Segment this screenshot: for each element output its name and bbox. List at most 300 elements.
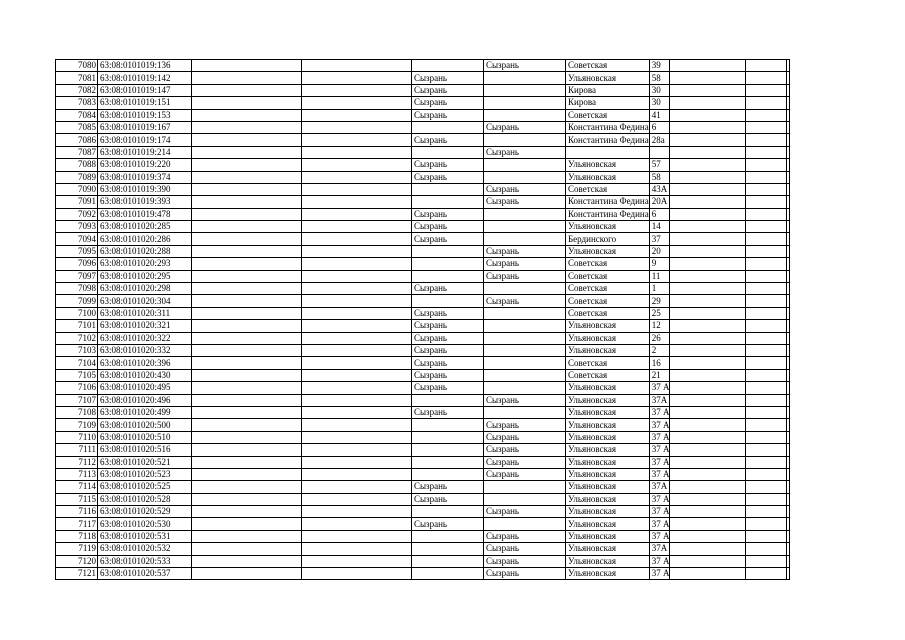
house-number-cell: 37А <box>649 481 670 493</box>
street-cell: Ульяновская <box>566 468 650 480</box>
empty-col-9-cell <box>670 221 746 233</box>
empty-col-10-cell <box>746 134 787 146</box>
street-cell: Советская <box>566 183 650 195</box>
city-col-b-cell: Сызрань <box>484 555 566 567</box>
row-number-cell: 7092 <box>56 208 98 220</box>
row-number-cell: 7120 <box>56 555 98 567</box>
empty-col-3-cell <box>192 84 302 96</box>
empty-col-10-cell <box>746 320 787 332</box>
table-row <box>56 134 790 146</box>
city-col-a-cell: Сызрань <box>412 97 484 109</box>
city-col-b-cell <box>484 159 566 171</box>
house-number-cell: 58 <box>649 171 670 183</box>
empty-col-3-cell <box>192 159 302 171</box>
empty-col-9-cell <box>670 171 746 183</box>
city-col-a-cell: Сызрань <box>412 344 484 356</box>
cadastral-number-cell: 63:08:0101020:311 <box>98 307 192 319</box>
empty-col-9-cell <box>670 159 746 171</box>
empty-col-4-cell <box>302 369 412 381</box>
street-cell <box>566 146 650 158</box>
cadastral-number-cell: 63:08:0101019:220 <box>98 159 192 171</box>
house-number-cell: 37 А <box>649 406 670 418</box>
empty-col-9-cell <box>670 183 746 195</box>
house-number-cell: 41 <box>649 109 670 121</box>
table-row <box>56 121 790 133</box>
city-col-a-cell <box>412 394 484 406</box>
cadastral-number-cell: 63:08:0101019:374 <box>98 171 192 183</box>
empty-col-11-cell <box>787 518 790 530</box>
empty-col-4-cell <box>302 270 412 282</box>
table-row <box>56 406 790 418</box>
row-number-cell: 7121 <box>56 568 98 580</box>
cadastral-number-cell: 63:08:0101020:533 <box>98 555 192 567</box>
house-number-cell: 1 <box>649 283 670 295</box>
empty-col-9-cell <box>670 382 746 394</box>
empty-col-9-cell <box>670 307 746 319</box>
table-row <box>56 394 790 406</box>
house-number-cell: 43А <box>649 183 670 195</box>
empty-col-3-cell <box>192 134 302 146</box>
empty-col-11-cell <box>787 196 790 208</box>
empty-col-3-cell <box>192 543 302 555</box>
city-col-a-cell: Сызрань <box>412 233 484 245</box>
table-row <box>56 444 790 456</box>
empty-col-3-cell <box>192 468 302 480</box>
table-row <box>56 295 790 307</box>
empty-col-11-cell <box>787 221 790 233</box>
empty-col-10-cell <box>746 369 787 381</box>
street-cell: Советская <box>566 307 650 319</box>
empty-col-11-cell <box>787 283 790 295</box>
empty-col-9-cell <box>670 109 746 121</box>
empty-col-10-cell <box>746 431 787 443</box>
empty-col-9-cell <box>670 506 746 518</box>
row-number-cell: 7108 <box>56 406 98 418</box>
table-row <box>56 568 790 580</box>
empty-col-11-cell <box>787 357 790 369</box>
empty-col-10-cell <box>746 543 787 555</box>
street-cell: Ульяновская <box>566 493 650 505</box>
empty-col-3-cell <box>192 406 302 418</box>
house-number-cell: 37 А <box>649 444 670 456</box>
city-col-b-cell <box>484 344 566 356</box>
city-col-b-cell <box>484 72 566 84</box>
cadastral-number-cell: 63:08:0101020:516 <box>98 444 192 456</box>
row-number-cell: 7113 <box>56 468 98 480</box>
street-cell: Ульяновская <box>566 543 650 555</box>
empty-col-9-cell <box>670 456 746 468</box>
house-number-cell: 2 <box>649 344 670 356</box>
empty-col-3-cell <box>192 518 302 530</box>
row-number-cell: 7094 <box>56 233 98 245</box>
empty-col-11-cell <box>787 444 790 456</box>
row-number-cell: 7114 <box>56 481 98 493</box>
empty-col-11-cell <box>787 121 790 133</box>
cadastral-number-cell: 63:08:0101019:167 <box>98 121 192 133</box>
empty-col-3-cell <box>192 456 302 468</box>
empty-col-9-cell <box>670 295 746 307</box>
row-number-cell: 7085 <box>56 121 98 133</box>
empty-col-9-cell <box>670 518 746 530</box>
city-col-a-cell: Сызрань <box>412 382 484 394</box>
cadastral-number-cell: 63:08:0101020:500 <box>98 419 192 431</box>
empty-col-11-cell <box>787 543 790 555</box>
cadastral-number-cell: 63:08:0101020:510 <box>98 431 192 443</box>
empty-col-11-cell <box>787 320 790 332</box>
city-col-a-cell: Сызрань <box>412 307 484 319</box>
table-row <box>56 382 790 394</box>
table-row <box>56 419 790 431</box>
empty-col-4-cell <box>302 84 412 96</box>
row-number-cell: 7100 <box>56 307 98 319</box>
table-row <box>56 208 790 220</box>
city-col-a-cell: Сызрань <box>412 320 484 332</box>
city-col-b-cell <box>484 320 566 332</box>
empty-col-3-cell <box>192 233 302 245</box>
empty-col-11-cell <box>787 568 790 580</box>
table-row <box>56 171 790 183</box>
house-number-cell: 6 <box>649 121 670 133</box>
street-cell: Ульяновская <box>566 72 650 84</box>
empty-col-11-cell <box>787 295 790 307</box>
empty-col-10-cell <box>746 419 787 431</box>
table-row <box>56 468 790 480</box>
empty-col-3-cell <box>192 493 302 505</box>
city-col-b-cell <box>484 84 566 96</box>
city-col-a-cell <box>412 121 484 133</box>
row-number-cell: 7097 <box>56 270 98 282</box>
empty-col-9-cell <box>670 233 746 245</box>
table-row <box>56 60 790 72</box>
empty-col-4-cell <box>302 493 412 505</box>
house-number-cell: 37 А <box>649 518 670 530</box>
row-number-cell: 7080 <box>56 60 98 72</box>
table-row <box>56 258 790 270</box>
empty-col-9-cell <box>670 394 746 406</box>
city-col-b-cell <box>484 221 566 233</box>
house-number-cell: 20А <box>649 196 670 208</box>
empty-col-10-cell <box>746 258 787 270</box>
table-row <box>56 307 790 319</box>
city-col-a-cell <box>412 456 484 468</box>
empty-col-9-cell <box>670 196 746 208</box>
row-number-cell: 7119 <box>56 543 98 555</box>
house-number-cell <box>649 146 670 158</box>
city-col-b-cell: Сызрань <box>484 506 566 518</box>
empty-col-11-cell <box>787 270 790 282</box>
empty-col-10-cell <box>746 72 787 84</box>
empty-col-9-cell <box>670 72 746 84</box>
city-col-a-cell: Сызрань <box>412 369 484 381</box>
table-row <box>56 97 790 109</box>
empty-col-11-cell <box>787 159 790 171</box>
row-number-cell: 7082 <box>56 84 98 96</box>
row-number-cell: 7098 <box>56 283 98 295</box>
city-col-a-cell: Сызрань <box>412 208 484 220</box>
empty-col-10-cell <box>746 84 787 96</box>
empty-col-4-cell <box>302 456 412 468</box>
empty-col-3-cell <box>192 171 302 183</box>
city-col-a-cell <box>412 183 484 195</box>
street-cell: Ульяновская <box>566 530 650 542</box>
empty-col-9-cell <box>670 444 746 456</box>
street-cell: Кирова <box>566 84 650 96</box>
cadastral-number-cell: 63:08:0101020:286 <box>98 233 192 245</box>
empty-col-10-cell <box>746 444 787 456</box>
city-col-b-cell <box>484 406 566 418</box>
empty-col-11-cell <box>787 506 790 518</box>
street-cell: Ульяновская <box>566 444 650 456</box>
table-row <box>56 270 790 282</box>
house-number-cell: 30 <box>649 84 670 96</box>
row-number-cell: 7103 <box>56 344 98 356</box>
empty-col-10-cell <box>746 245 787 257</box>
city-col-a-cell <box>412 419 484 431</box>
city-col-a-cell: Сызрань <box>412 357 484 369</box>
row-number-cell: 7109 <box>56 419 98 431</box>
empty-col-4-cell <box>302 444 412 456</box>
street-cell: Ульяновская <box>566 344 650 356</box>
city-col-b-cell: Сызрань <box>484 245 566 257</box>
empty-col-11-cell <box>787 394 790 406</box>
empty-col-9-cell <box>670 332 746 344</box>
cadastral-number-cell: 63:08:0101019:151 <box>98 97 192 109</box>
empty-col-11-cell <box>787 419 790 431</box>
row-number-cell: 7118 <box>56 530 98 542</box>
empty-col-4-cell <box>302 134 412 146</box>
city-col-b-cell: Сызрань <box>484 543 566 555</box>
table-body <box>56 60 790 580</box>
empty-col-3-cell <box>192 320 302 332</box>
table-row <box>56 493 790 505</box>
empty-col-10-cell <box>746 344 787 356</box>
empty-col-9-cell <box>670 146 746 158</box>
empty-col-11-cell <box>787 555 790 567</box>
city-col-a-cell <box>412 530 484 542</box>
cadastral-number-cell: 63:08:0101020:530 <box>98 518 192 530</box>
empty-col-9-cell <box>670 258 746 270</box>
empty-col-3-cell <box>192 183 302 195</box>
empty-col-9-cell <box>670 84 746 96</box>
city-col-b-cell: Сызрань <box>484 258 566 270</box>
table-row <box>56 332 790 344</box>
empty-col-4-cell <box>302 419 412 431</box>
cadastral-number-cell: 63:08:0101020:532 <box>98 543 192 555</box>
row-number-cell: 7112 <box>56 456 98 468</box>
city-col-a-cell: Сызрань <box>412 134 484 146</box>
empty-col-11-cell <box>787 245 790 257</box>
cadastral-number-cell: 63:08:0101020:332 <box>98 344 192 356</box>
row-number-cell: 7110 <box>56 431 98 443</box>
cadastral-number-cell: 63:08:0101020:298 <box>98 283 192 295</box>
empty-col-4-cell <box>302 357 412 369</box>
table-row <box>56 183 790 195</box>
cadastral-number-cell: 63:08:0101019:147 <box>98 84 192 96</box>
cadastral-number-cell: 63:08:0101020:396 <box>98 357 192 369</box>
empty-col-3-cell <box>192 208 302 220</box>
city-col-a-cell <box>412 555 484 567</box>
house-number-cell: 14 <box>649 221 670 233</box>
house-number-cell: 9 <box>649 258 670 270</box>
empty-col-11-cell <box>787 307 790 319</box>
street-cell: Константина Федина <box>566 208 650 220</box>
empty-col-3-cell <box>192 419 302 431</box>
house-number-cell: 37 <box>649 233 670 245</box>
empty-col-11-cell <box>787 84 790 96</box>
empty-col-3-cell <box>192 146 302 158</box>
house-number-cell: 20 <box>649 245 670 257</box>
empty-col-4-cell <box>302 109 412 121</box>
empty-col-10-cell <box>746 357 787 369</box>
empty-col-11-cell <box>787 530 790 542</box>
cadastral-number-cell: 63:08:0101019:174 <box>98 134 192 146</box>
row-number-cell: 7106 <box>56 382 98 394</box>
street-cell: Ульяновская <box>566 171 650 183</box>
empty-col-3-cell <box>192 60 302 72</box>
city-col-a-cell: Сызрань <box>412 72 484 84</box>
table-row <box>56 555 790 567</box>
cadastral-number-cell: 63:08:0101019:153 <box>98 109 192 121</box>
empty-col-11-cell <box>787 369 790 381</box>
cadastral-number-cell: 63:08:0101020:321 <box>98 320 192 332</box>
house-number-cell: 39 <box>649 60 670 72</box>
street-cell: Константина Федина <box>566 196 650 208</box>
table-row <box>56 84 790 96</box>
cadastral-number-cell: 63:08:0101020:528 <box>98 493 192 505</box>
street-cell: Ульяновская <box>566 221 650 233</box>
cadastral-number-cell: 63:08:0101020:521 <box>98 456 192 468</box>
cadastral-number-cell: 63:08:0101020:495 <box>98 382 192 394</box>
cadastral-number-cell: 63:08:0101020:531 <box>98 530 192 542</box>
cadastral-number-cell: 63:08:0101020:499 <box>98 406 192 418</box>
empty-col-4-cell <box>302 208 412 220</box>
empty-col-10-cell <box>746 530 787 542</box>
city-col-b-cell: Сызрань <box>484 456 566 468</box>
city-col-a-cell <box>412 146 484 158</box>
cadastral-number-cell: 63:08:0101019:478 <box>98 208 192 220</box>
city-col-a-cell: Сызрань <box>412 171 484 183</box>
empty-col-11-cell <box>787 493 790 505</box>
street-cell: Советская <box>566 357 650 369</box>
city-col-a-cell <box>412 295 484 307</box>
city-col-b-cell: Сызрань <box>484 270 566 282</box>
city-col-a-cell: Сызрань <box>412 481 484 493</box>
street-cell: Советская <box>566 270 650 282</box>
empty-col-9-cell <box>670 245 746 257</box>
empty-col-10-cell <box>746 394 787 406</box>
house-number-cell: 37 А <box>649 493 670 505</box>
cadastral-number-cell: 63:08:0101019:142 <box>98 72 192 84</box>
street-cell: Советская <box>566 258 650 270</box>
house-number-cell: 21 <box>649 369 670 381</box>
empty-col-3-cell <box>192 97 302 109</box>
empty-col-4-cell <box>302 568 412 580</box>
row-number-cell: 7091 <box>56 196 98 208</box>
city-col-b-cell: Сызрань <box>484 60 566 72</box>
empty-col-3-cell <box>192 72 302 84</box>
street-cell: Бердинского <box>566 233 650 245</box>
street-cell: Советская <box>566 369 650 381</box>
empty-col-10-cell <box>746 283 787 295</box>
empty-col-9-cell <box>670 320 746 332</box>
empty-col-10-cell <box>746 221 787 233</box>
street-cell: Ульяновская <box>566 518 650 530</box>
row-number-cell: 7105 <box>56 369 98 381</box>
street-cell: Ульяновская <box>566 481 650 493</box>
house-number-cell: 11 <box>649 270 670 282</box>
city-col-a-cell <box>412 270 484 282</box>
empty-col-11-cell <box>787 109 790 121</box>
empty-col-11-cell <box>787 332 790 344</box>
city-col-a-cell: Сызрань <box>412 518 484 530</box>
street-cell: Советская <box>566 109 650 121</box>
city-col-a-cell: Сызрань <box>412 109 484 121</box>
table-row <box>56 245 790 257</box>
empty-col-4-cell <box>302 394 412 406</box>
street-cell: Ульяновская <box>566 245 650 257</box>
empty-col-3-cell <box>192 394 302 406</box>
table-row <box>56 530 790 542</box>
city-col-b-cell <box>484 332 566 344</box>
city-col-a-cell <box>412 543 484 555</box>
table-row <box>56 481 790 493</box>
empty-col-3-cell <box>192 221 302 233</box>
cadastral-number-cell: 63:08:0101020:285 <box>98 221 192 233</box>
street-cell: Советская <box>566 283 650 295</box>
empty-col-9-cell <box>670 568 746 580</box>
cadastral-number-cell: 63:08:0101020:304 <box>98 295 192 307</box>
empty-col-10-cell <box>746 332 787 344</box>
empty-col-9-cell <box>670 406 746 418</box>
empty-col-9-cell <box>670 357 746 369</box>
city-col-a-cell <box>412 431 484 443</box>
street-cell: Ульяновская <box>566 568 650 580</box>
cadastral-number-cell: 63:08:0101020:537 <box>98 568 192 580</box>
empty-col-10-cell <box>746 518 787 530</box>
empty-col-4-cell <box>302 245 412 257</box>
house-number-cell: 57 <box>649 159 670 171</box>
empty-col-3-cell <box>192 109 302 121</box>
empty-col-4-cell <box>302 295 412 307</box>
cadastral-number-cell: 63:08:0101020:529 <box>98 506 192 518</box>
empty-col-10-cell <box>746 171 787 183</box>
empty-col-9-cell <box>670 555 746 567</box>
city-col-b-cell: Сызрань <box>484 196 566 208</box>
house-number-cell: 37 А <box>649 456 670 468</box>
table-row <box>56 233 790 245</box>
empty-col-4-cell <box>302 196 412 208</box>
street-cell: Советская <box>566 60 650 72</box>
empty-col-10-cell <box>746 555 787 567</box>
city-col-a-cell <box>412 60 484 72</box>
empty-col-9-cell <box>670 134 746 146</box>
street-cell: Ульяновская <box>566 456 650 468</box>
empty-col-4-cell <box>302 233 412 245</box>
table-row <box>56 344 790 356</box>
house-number-cell: 6 <box>649 208 670 220</box>
empty-col-10-cell <box>746 109 787 121</box>
empty-col-4-cell <box>302 518 412 530</box>
street-cell: Константина Федина <box>566 134 650 146</box>
cadastral-number-cell: 63:08:0101020:496 <box>98 394 192 406</box>
cadastral-number-cell: 63:08:0101020:295 <box>98 270 192 282</box>
city-col-b-cell: Сызрань <box>484 530 566 542</box>
house-number-cell: 37 А <box>649 431 670 443</box>
empty-col-11-cell <box>787 258 790 270</box>
empty-col-10-cell <box>746 270 787 282</box>
empty-col-3-cell <box>192 258 302 270</box>
table-row <box>56 146 790 158</box>
